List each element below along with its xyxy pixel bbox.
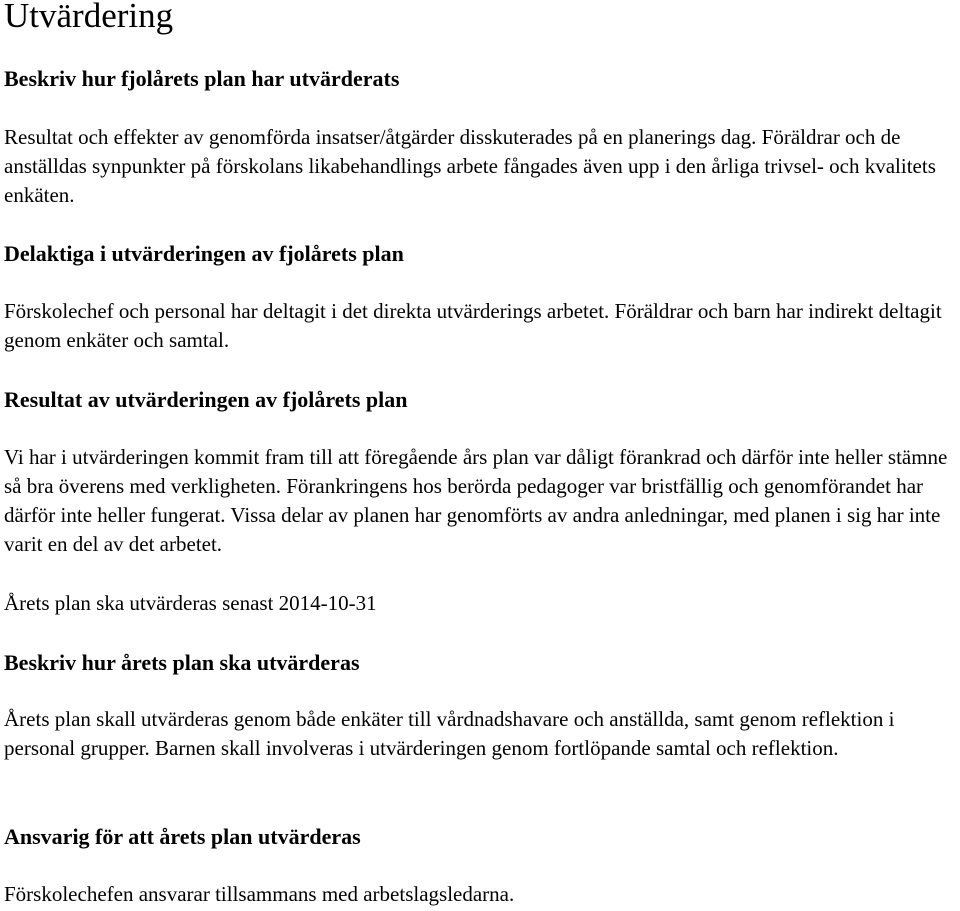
section-heading-results: Resultat av utvärderingen av fjolårets plan [4,387,408,412]
page-title: Utvärdering [4,0,174,35]
section-heading-how-evaluated: Beskriv hur fjolårets plan har utvärderats [4,66,400,91]
section-body-how-evaluated: Resultat och effekter av genomförda insatser/åtgärder disskuterades på en planerings dag. Föräldrar och de anställdas synpunkter på förskolans likabehandlings arbete fångades även upp i den årliga trivsel- och kvalitets enkäten. [4,125,936,207]
evaluation-deadline-text: Årets plan ska utvärderas senast 2014-10-31 [4,591,377,615]
section-body-how-to-evaluate: Årets plan skall utvärderas genom både enkäter till vårdnadshavare och anställda, samt genom reflektion i personal grupper. Barnen skall involveras i utvärderingen genom fortlöpande samtal och reflektion. [4,707,895,760]
section-body-responsible: Förskolechefen ansvarar tillsammans med arbetslagsledarna. [4,882,515,906]
section-heading-participants: Delaktiga i utvärderingen av fjolårets plan [4,241,404,266]
section-body-participants: Förskolechef och personal har deltagit i det direkta utvärderings arbetet. Föräldrar och barn har indirekt deltagit genom enkäter och samtal. [4,299,942,352]
section-body-results: Vi har i utvärderingen kommit fram till att föregående års plan var dåligt förankrad och därför inte heller stämne så bra överens med verkligheten. Förankringens hos berörda pedagoger var bristfällig och genomförandet har därför inte heller fungerat. Vissa delar av planen har genomförts av andra anledningar, med planen i sig har inte varit en del av det arbetet. [4,445,948,556]
section-heading-responsible: Ansvarig för att årets plan utvärderas [4,824,361,849]
section-heading-how-to-evaluate: Beskriv hur årets plan ska utvärderas [4,650,360,675]
